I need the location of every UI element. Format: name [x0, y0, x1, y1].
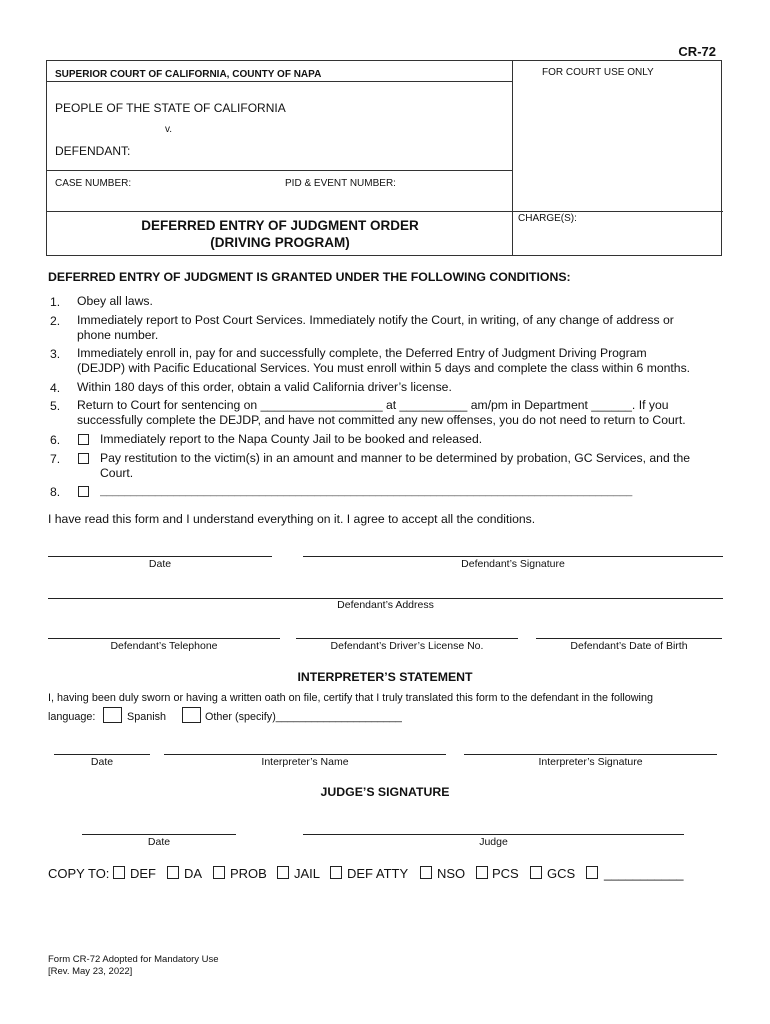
copy-prob-label: PROB	[230, 866, 267, 881]
copy-pcs-label: PCS	[492, 866, 519, 881]
form-title: DEFERRED ENTRY OF JUDGMENT ORDER	[141, 218, 419, 233]
condition-text: Immediately report to Post Court Services. Immediately notify the Court, in writing, of any change of address or	[77, 313, 674, 327]
copy-da-label: DA	[184, 866, 203, 881]
copy-da-checkbox[interactable]	[167, 866, 179, 879]
condition-text: (DEJDP) with Pacific Educational Services. You must enroll within 5 days and complete the class within 6 months.	[77, 361, 691, 375]
acknowledgement-text: I have read this form and I understand everything on it. I agree to accept all the conditions.	[48, 512, 536, 526]
form-number: CR-72	[678, 44, 716, 59]
interpreter-heading: INTERPRETER’S STATEMENT	[297, 670, 473, 684]
copy-def-atty-label: DEF ATTY	[347, 866, 409, 881]
other-language-field[interactable]: Other (specify)_____________________	[205, 711, 402, 723]
defendant-telephone-line[interactable]	[48, 638, 280, 639]
condition-number: 4.	[50, 381, 61, 395]
defendant-license-line[interactable]	[296, 638, 518, 639]
interpreter-name-line[interactable]	[164, 754, 446, 755]
defendant-license-label: Defendant’s Driver’s License No.	[330, 640, 484, 652]
caption-rule	[47, 211, 723, 212]
defendant-label: DEFENDANT:	[55, 144, 131, 158]
copy-def-checkbox[interactable]	[113, 866, 125, 879]
copy-nso-label: NSO	[437, 866, 466, 881]
copy-nso-checkbox[interactable]	[420, 866, 432, 879]
interpreter-signature-line[interactable]	[464, 754, 717, 755]
condition-8-blank[interactable]: _______________________________________________________________________________________	[100, 485, 633, 497]
caption-rule	[47, 81, 513, 82]
copy-jail-checkbox[interactable]	[277, 866, 289, 879]
defendant-date-label: Date	[148, 558, 172, 570]
footer-form-adopted: Form CR-72 Adopted for Mandatory Use	[48, 954, 219, 965]
copy-prob-checkbox[interactable]	[213, 866, 225, 879]
condition-text: Obey all laws.	[77, 294, 153, 308]
defendant-signature-label: Defendant’s Signature	[461, 558, 565, 570]
judge-date-line[interactable]	[82, 834, 236, 835]
interpreter-signature-label: Interpreter’s Signature	[538, 756, 643, 768]
judge-signature-line[interactable]	[303, 834, 684, 835]
versus-label: v.	[165, 124, 173, 135]
condition-number: 5.	[50, 399, 61, 413]
defendant-address-label: Defendant’s Address	[337, 599, 434, 611]
pid-event-label: PID & EVENT NUMBER:	[285, 178, 396, 189]
condition-text: successfully complete the DEJDP, and have not committed any new offenses, you do not need to return to Court.	[77, 413, 686, 427]
judge-heading: JUDGE’S SIGNATURE	[320, 785, 450, 799]
copy-other-field[interactable]: ___________	[604, 866, 684, 881]
interpreter-statement: I, having been duly sworn or having a written oath on file, certify that I truly translated this form to the defendant in the following	[48, 692, 653, 704]
judge-signature-label: Judge	[479, 836, 508, 848]
caption-box	[46, 60, 722, 256]
condition-text: Return to Court for sentencing on __________________ at __________ am/pm in Department ______. If you	[77, 398, 669, 412]
caption-rule	[47, 170, 513, 171]
copy-jail-label: JAIL	[294, 866, 321, 881]
condition-6-checkbox[interactable]	[78, 434, 89, 445]
copy-def-atty-checkbox[interactable]	[330, 866, 342, 879]
footer-revision: [Rev. May 23, 2022]	[48, 966, 133, 977]
defendant-telephone-label: Defendant’s Telephone	[110, 640, 218, 652]
condition-number: 6.	[50, 433, 61, 447]
court-use-label: FOR COURT USE ONLY	[542, 67, 654, 78]
defendant-signature-line[interactable]	[303, 556, 723, 557]
case-number-label: CASE NUMBER:	[55, 178, 132, 189]
defendant-dob-label: Defendant’s Date of Birth	[570, 640, 688, 652]
spanish-checkbox[interactable]	[103, 707, 122, 723]
court-name: SUPERIOR COURT OF CALIFORNIA, COUNTY OF NAPA	[55, 69, 322, 80]
conditions-heading: DEFERRED ENTRY OF JUDGMENT IS GRANTED UNDER THE FOLLOWING CONDITIONS:	[48, 270, 571, 284]
condition-text: Immediately report to the Napa County Jail to be booked and released.	[100, 432, 483, 446]
copy-to-label: COPY TO:	[48, 866, 110, 881]
condition-7-checkbox[interactable]	[78, 453, 89, 464]
condition-text: Immediately enroll in, pay for and successfully complete, the Deferred Entry of Judgment Driving Program	[77, 346, 647, 360]
condition-number: 8.	[50, 485, 61, 499]
condition-number: 1.	[50, 295, 61, 309]
form-subtitle: (DRIVING PROGRAM)	[210, 235, 350, 250]
charges-label: CHARGE(S):	[518, 213, 577, 224]
defendant-dob-line[interactable]	[536, 638, 722, 639]
interpreter-date-line[interactable]	[54, 754, 150, 755]
condition-number: 2.	[50, 314, 61, 328]
copy-pcs-checkbox[interactable]	[476, 866, 488, 879]
people-label: PEOPLE OF THE STATE OF CALIFORNIA	[55, 101, 286, 115]
condition-text: Pay restitution to the victim(s) in an amount and manner to be determined by probation, GC Services, and the	[100, 451, 691, 465]
language-label: language:	[48, 711, 96, 723]
spanish-label: Spanish	[127, 711, 167, 723]
copy-def-label: DEF	[130, 866, 156, 881]
condition-text: Within 180 days of this order, obtain a valid California driver’s license.	[77, 380, 452, 394]
condition-text: Court.	[100, 466, 134, 480]
condition-number: 7.	[50, 452, 61, 466]
copy-gcs-checkbox[interactable]	[530, 866, 542, 879]
copy-other-checkbox[interactable]	[586, 866, 598, 879]
condition-number: 3.	[50, 347, 61, 361]
interpreter-date-label: Date	[90, 756, 114, 768]
other-language-checkbox[interactable]	[182, 707, 201, 723]
copy-gcs-label: GCS	[547, 866, 576, 881]
condition-text: phone number.	[77, 328, 159, 342]
interpreter-name-label: Interpreter’s Name	[261, 756, 349, 768]
judge-date-label: Date	[147, 836, 171, 848]
defendant-date-line[interactable]	[48, 556, 272, 557]
condition-8-checkbox[interactable]	[78, 486, 89, 497]
